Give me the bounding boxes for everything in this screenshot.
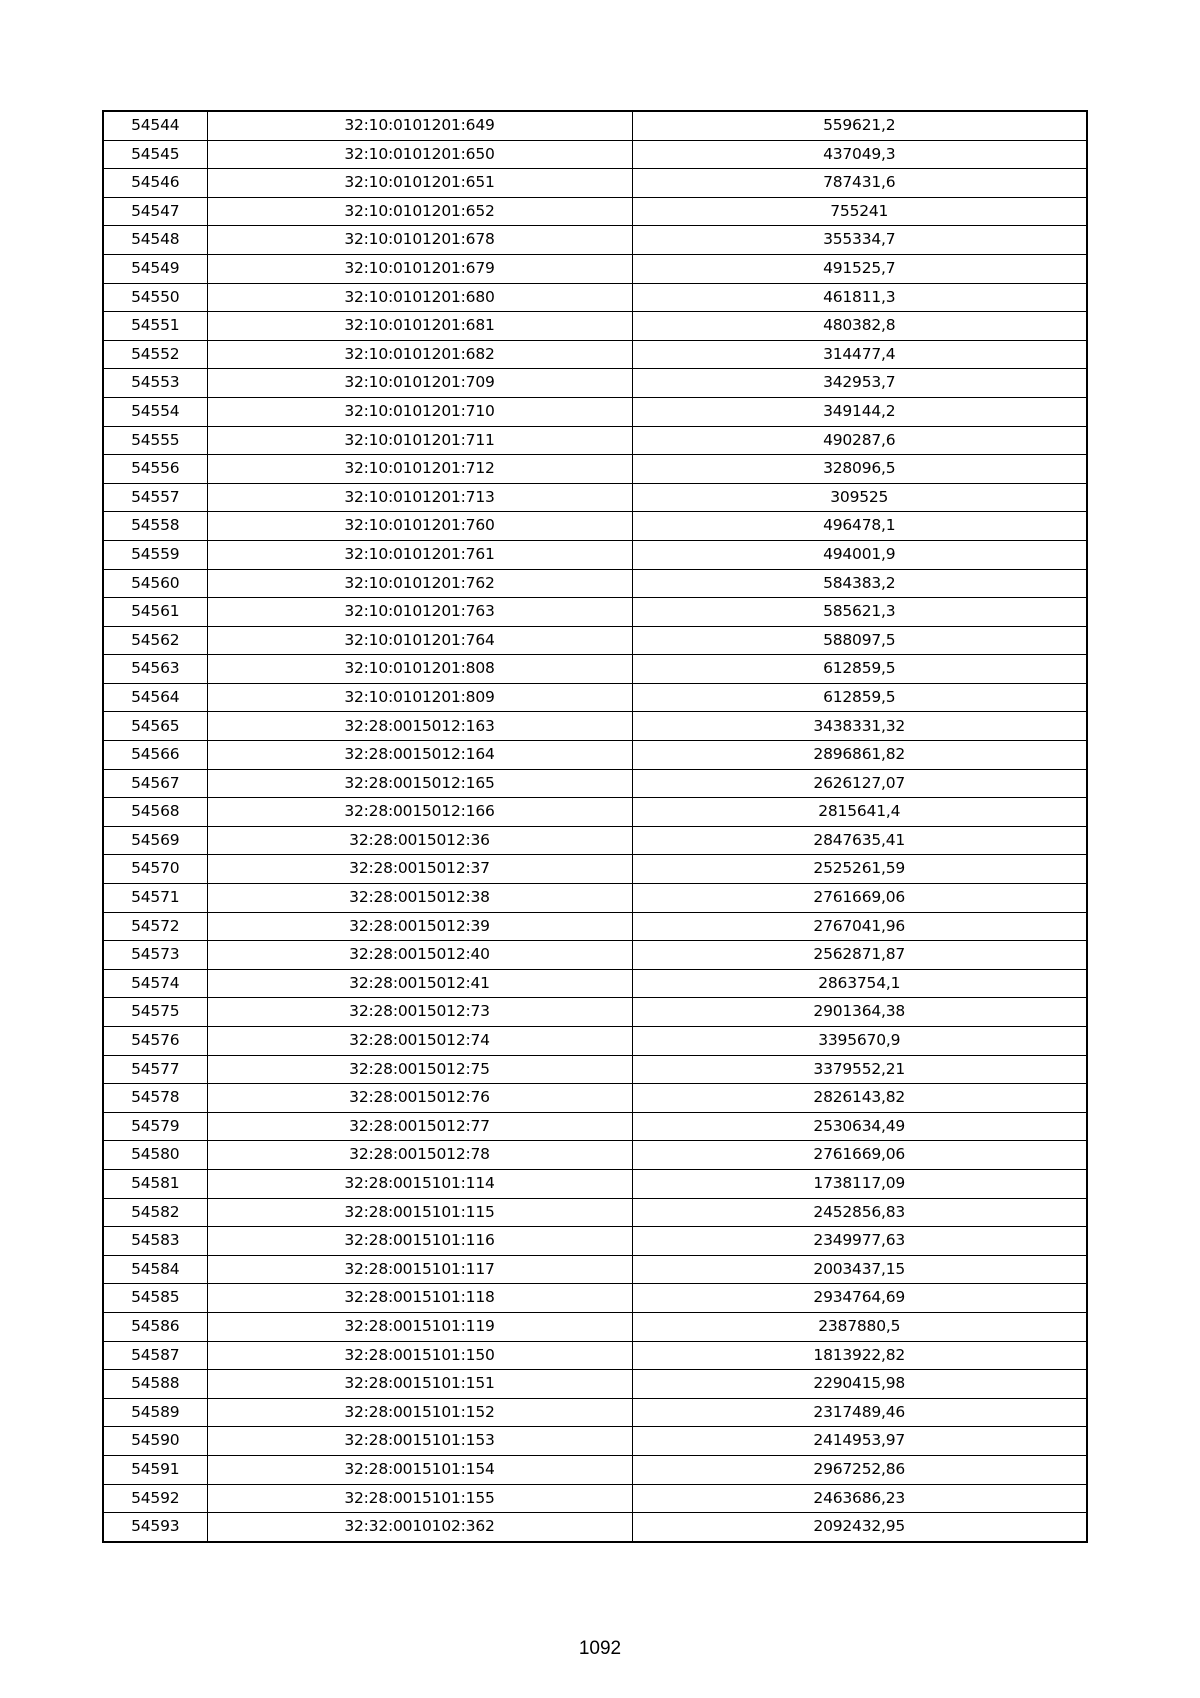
cadastral-number-cell: 32:28:0015012:39 [207, 912, 632, 941]
cadastral-number-cell: 32:28:0015101:117 [207, 1255, 632, 1284]
row-number-cell: 54548 [103, 226, 207, 255]
row-number-cell: 54560 [103, 569, 207, 598]
row-number-cell: 54571 [103, 884, 207, 913]
table-row [103, 1198, 1087, 1227]
table-row [103, 1255, 1087, 1284]
row-number-cell: 54576 [103, 1027, 207, 1056]
cadastral-number-cell: 32:10:0101201:652 [207, 197, 632, 226]
cadastral-number-cell: 32:28:0015101:150 [207, 1341, 632, 1370]
cadastral-number-cell: 32:28:0015101:118 [207, 1284, 632, 1313]
table-row [103, 683, 1087, 712]
row-number-cell: 54557 [103, 483, 207, 512]
cadastral-number-cell: 32:28:0015012:41 [207, 969, 632, 998]
row-number-cell: 54584 [103, 1255, 207, 1284]
row-number-cell: 54593 [103, 1513, 207, 1542]
row-number-cell: 54585 [103, 1284, 207, 1313]
table-row [103, 455, 1087, 484]
row-number-cell: 54552 [103, 340, 207, 369]
table-body [103, 111, 1087, 1542]
value-cell: 2815641,4 [632, 798, 1087, 827]
value-cell: 490287,6 [632, 426, 1087, 455]
table-row [103, 254, 1087, 283]
cadastral-number-cell: 32:28:0015012:77 [207, 1112, 632, 1141]
value-cell: 2901364,38 [632, 998, 1087, 1027]
value-cell: 2290415,98 [632, 1370, 1087, 1399]
row-number-cell: 54547 [103, 197, 207, 226]
value-cell: 2452856,83 [632, 1198, 1087, 1227]
row-number-cell: 54559 [103, 540, 207, 569]
cadastral-number-cell: 32:28:0015012:74 [207, 1027, 632, 1056]
cadastral-number-cell: 32:28:0015101:154 [207, 1455, 632, 1484]
value-cell: 480382,8 [632, 312, 1087, 341]
row-number-cell: 54563 [103, 655, 207, 684]
value-cell: 2934764,69 [632, 1284, 1087, 1313]
table-row [103, 1370, 1087, 1399]
row-number-cell: 54567 [103, 769, 207, 798]
table-row [103, 1084, 1087, 1113]
table-row [103, 826, 1087, 855]
cadastral-number-cell: 32:10:0101201:679 [207, 254, 632, 283]
table-row [103, 1141, 1087, 1170]
cadastral-number-cell: 32:10:0101201:763 [207, 598, 632, 627]
value-cell: 2463686,23 [632, 1484, 1087, 1513]
cadastral-number-cell: 32:10:0101201:764 [207, 626, 632, 655]
value-cell: 2847635,41 [632, 826, 1087, 855]
row-number-cell: 54574 [103, 969, 207, 998]
table-row [103, 598, 1087, 627]
value-cell: 2967252,86 [632, 1455, 1087, 1484]
table-row [103, 397, 1087, 426]
table-row [103, 226, 1087, 255]
row-number-cell: 54590 [103, 1427, 207, 1456]
cadastral-number-cell: 32:28:0015012:163 [207, 712, 632, 741]
cadastral-number-cell: 32:10:0101201:649 [207, 111, 632, 140]
value-cell: 2863754,1 [632, 969, 1087, 998]
value-cell: 1813922,82 [632, 1341, 1087, 1370]
value-cell: 2092432,95 [632, 1513, 1087, 1542]
cadastral-number-cell: 32:10:0101201:760 [207, 512, 632, 541]
table-row [103, 969, 1087, 998]
cadastral-number-cell: 32:10:0101201:712 [207, 455, 632, 484]
value-cell: 1738117,09 [632, 1169, 1087, 1198]
value-cell: 2761669,06 [632, 884, 1087, 913]
cadastral-number-cell: 32:28:0015012:166 [207, 798, 632, 827]
value-cell: 2896861,82 [632, 741, 1087, 770]
table-row [103, 1455, 1087, 1484]
row-number-cell: 54582 [103, 1198, 207, 1227]
table-row [103, 626, 1087, 655]
value-cell: 787431,6 [632, 169, 1087, 198]
row-number-cell: 54570 [103, 855, 207, 884]
table-row [103, 426, 1087, 455]
cadastral-number-cell: 32:28:0015012:75 [207, 1055, 632, 1084]
value-cell: 2767041,96 [632, 912, 1087, 941]
table-row [103, 512, 1087, 541]
row-number-cell: 54549 [103, 254, 207, 283]
value-cell: 584383,2 [632, 569, 1087, 598]
row-number-cell: 54575 [103, 998, 207, 1027]
cadastral-number-cell: 32:10:0101201:808 [207, 655, 632, 684]
value-cell: 755241 [632, 197, 1087, 226]
value-cell: 585621,3 [632, 598, 1087, 627]
cadastral-number-cell: 32:28:0015101:114 [207, 1169, 632, 1198]
cadastral-number-cell: 32:32:0010102:362 [207, 1513, 632, 1542]
row-number-cell: 54553 [103, 369, 207, 398]
value-cell: 2317489,46 [632, 1398, 1087, 1427]
cadastral-number-cell: 32:28:0015101:116 [207, 1227, 632, 1256]
value-cell: 491525,7 [632, 254, 1087, 283]
table-row [103, 1055, 1087, 1084]
row-number-cell: 54577 [103, 1055, 207, 1084]
cadastral-number-cell: 32:10:0101201:681 [207, 312, 632, 341]
row-number-cell: 54568 [103, 798, 207, 827]
value-cell: 461811,3 [632, 283, 1087, 312]
value-cell: 2626127,07 [632, 769, 1087, 798]
value-cell: 349144,2 [632, 397, 1087, 426]
table-row [103, 340, 1087, 369]
table-row [103, 884, 1087, 913]
cadastral-number-cell: 32:28:0015101:151 [207, 1370, 632, 1399]
table-row [103, 140, 1087, 169]
table-row [103, 941, 1087, 970]
row-number-cell: 54588 [103, 1370, 207, 1399]
table-row [103, 912, 1087, 941]
row-number-cell: 54555 [103, 426, 207, 455]
page-number: 1092 [578, 1638, 622, 1659]
cadastral-number-cell: 32:10:0101201:680 [207, 283, 632, 312]
cadastral-number-cell: 32:28:0015101:119 [207, 1312, 632, 1341]
value-cell: 559621,2 [632, 111, 1087, 140]
cadastral-number-cell: 32:28:0015012:76 [207, 1084, 632, 1113]
cadastral-number-cell: 32:10:0101201:713 [207, 483, 632, 512]
table-row [103, 769, 1087, 798]
cadastral-number-cell: 32:10:0101201:682 [207, 340, 632, 369]
table-row [103, 712, 1087, 741]
value-cell: 355334,7 [632, 226, 1087, 255]
table-row [103, 855, 1087, 884]
row-number-cell: 54581 [103, 1169, 207, 1198]
table-row [103, 1112, 1087, 1141]
row-number-cell: 54544 [103, 111, 207, 140]
table-row [103, 1484, 1087, 1513]
value-cell: 612859,5 [632, 655, 1087, 684]
cadastral-number-cell: 32:10:0101201:711 [207, 426, 632, 455]
cadastral-number-cell: 32:10:0101201:650 [207, 140, 632, 169]
row-number-cell: 54562 [103, 626, 207, 655]
cadastral-number-cell: 32:28:0015012:73 [207, 998, 632, 1027]
table-row [103, 1398, 1087, 1427]
row-number-cell: 54556 [103, 455, 207, 484]
table-row [103, 1027, 1087, 1056]
row-number-cell: 54592 [103, 1484, 207, 1513]
data-table [102, 110, 1088, 1543]
cadastral-number-cell: 32:10:0101201:651 [207, 169, 632, 198]
value-cell: 2530634,49 [632, 1112, 1087, 1141]
table-row [103, 655, 1087, 684]
row-number-cell: 54587 [103, 1341, 207, 1370]
row-number-cell: 54569 [103, 826, 207, 855]
row-number-cell: 54566 [103, 741, 207, 770]
cadastral-number-cell: 32:28:0015012:37 [207, 855, 632, 884]
table-row [103, 1427, 1087, 1456]
cadastral-number-cell: 32:28:0015101:152 [207, 1398, 632, 1427]
value-cell: 3379552,21 [632, 1055, 1087, 1084]
row-number-cell: 54572 [103, 912, 207, 941]
cadastral-number-cell: 32:28:0015012:36 [207, 826, 632, 855]
value-cell: 2761669,06 [632, 1141, 1087, 1170]
value-cell: 2349977,63 [632, 1227, 1087, 1256]
value-cell: 588097,5 [632, 626, 1087, 655]
cadastral-number-cell: 32:10:0101201:710 [207, 397, 632, 426]
cadastral-number-cell: 32:28:0015101:153 [207, 1427, 632, 1456]
row-number-cell: 54561 [103, 598, 207, 627]
cadastral-number-cell: 32:10:0101201:709 [207, 369, 632, 398]
cadastral-number-cell: 32:28:0015012:165 [207, 769, 632, 798]
row-number-cell: 54550 [103, 283, 207, 312]
value-cell: 2003437,15 [632, 1255, 1087, 1284]
value-cell: 328096,5 [632, 455, 1087, 484]
cadastral-number-cell: 32:28:0015012:78 [207, 1141, 632, 1170]
value-cell: 437049,3 [632, 140, 1087, 169]
row-number-cell: 54580 [103, 1141, 207, 1170]
row-number-cell: 54586 [103, 1312, 207, 1341]
cadastral-number-cell: 32:28:0015012:164 [207, 741, 632, 770]
value-cell: 2826143,82 [632, 1084, 1087, 1113]
table-row [103, 483, 1087, 512]
table-row [103, 283, 1087, 312]
row-number-cell: 54558 [103, 512, 207, 541]
value-cell: 3438331,32 [632, 712, 1087, 741]
row-number-cell: 54554 [103, 397, 207, 426]
row-number-cell: 54564 [103, 683, 207, 712]
table-row [103, 798, 1087, 827]
value-cell: 342953,7 [632, 369, 1087, 398]
row-number-cell: 54551 [103, 312, 207, 341]
table-row [103, 1341, 1087, 1370]
value-cell: 2387880,5 [632, 1312, 1087, 1341]
table-row [103, 1227, 1087, 1256]
table-row [103, 1312, 1087, 1341]
table-row [103, 369, 1087, 398]
row-number-cell: 54591 [103, 1455, 207, 1484]
row-number-cell: 54545 [103, 140, 207, 169]
value-cell: 309525 [632, 483, 1087, 512]
row-number-cell: 54583 [103, 1227, 207, 1256]
row-number-cell: 54573 [103, 941, 207, 970]
value-cell: 2414953,97 [632, 1427, 1087, 1456]
row-number-cell: 54578 [103, 1084, 207, 1113]
value-cell: 2525261,59 [632, 855, 1087, 884]
value-cell: 3395670,9 [632, 1027, 1087, 1056]
table-row [103, 169, 1087, 198]
value-cell: 496478,1 [632, 512, 1087, 541]
table-row [103, 197, 1087, 226]
value-cell: 494001,9 [632, 540, 1087, 569]
table-row [103, 1284, 1087, 1313]
cadastral-number-cell: 32:28:0015101:155 [207, 1484, 632, 1513]
table-row [103, 998, 1087, 1027]
row-number-cell: 54589 [103, 1398, 207, 1427]
cadastral-number-cell: 32:10:0101201:809 [207, 683, 632, 712]
cadastral-number-cell: 32:10:0101201:678 [207, 226, 632, 255]
row-number-cell: 54546 [103, 169, 207, 198]
table-row [103, 1169, 1087, 1198]
table-row [103, 1513, 1087, 1542]
cadastral-number-cell: 32:28:0015101:115 [207, 1198, 632, 1227]
table-row [103, 569, 1087, 598]
cadastral-number-cell: 32:10:0101201:761 [207, 540, 632, 569]
table-row [103, 741, 1087, 770]
value-cell: 2562871,87 [632, 941, 1087, 970]
table-row [103, 111, 1087, 140]
cadastral-number-cell: 32:28:0015012:38 [207, 884, 632, 913]
row-number-cell: 54565 [103, 712, 207, 741]
table-row [103, 540, 1087, 569]
table-row [103, 312, 1087, 341]
row-number-cell: 54579 [103, 1112, 207, 1141]
cadastral-number-cell: 32:28:0015012:40 [207, 941, 632, 970]
cadastral-number-cell: 32:10:0101201:762 [207, 569, 632, 598]
value-cell: 314477,4 [632, 340, 1087, 369]
value-cell: 612859,5 [632, 683, 1087, 712]
